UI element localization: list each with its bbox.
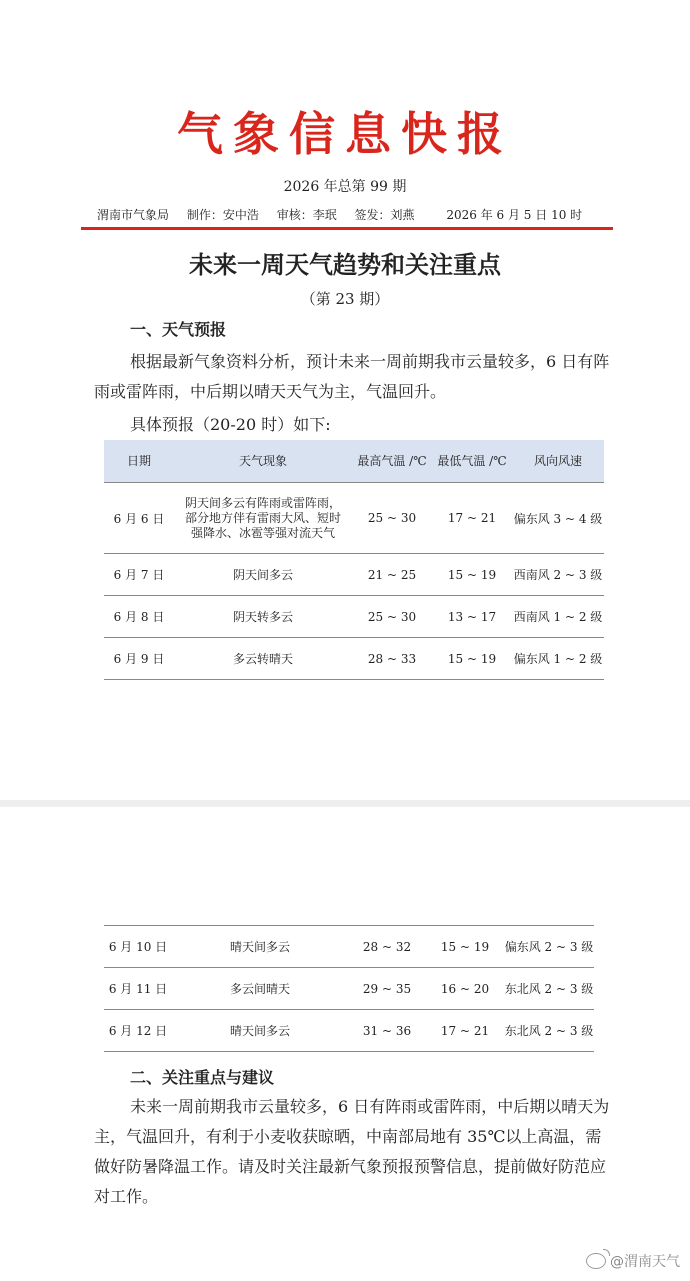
cell-wind: 西南风 2 ~ 3 级 — [512, 554, 604, 596]
forecast-intro-text: 具体预报（20-20 时）如下: — [130, 415, 331, 434]
cell-weather: 晴天间多云 — [172, 926, 348, 968]
cell-high: 25 ~ 30 — [352, 483, 432, 554]
cell-high: 28 ~ 32 — [348, 926, 426, 968]
cell-wind: 偏东风 2 ~ 3 级 — [504, 926, 594, 968]
advice-paragraph — [94, 1092, 614, 1212]
header-high: 最高气温 /℃ — [352, 440, 432, 483]
meta-reviewer: 审核：李珉 — [276, 208, 337, 222]
meta-issuer: 签发：刘燕 — [354, 208, 415, 222]
advice-text: 未来一周前期我市云量较多，6 日有阵雨或雷阵雨，中后期以晴天为主，气温回升，有利于小麦收获晾晒，中南部局地有 35℃以上高温，需做好防暑降温工作。请及时关注最新气象预报预警信息，提前做好防范应对工作。 — [94, 1097, 610, 1206]
document-page-2 — [0, 807, 690, 1281]
forecast-table-part1 — [104, 440, 604, 680]
cell-weather: 多云转晴天 — [174, 638, 352, 680]
red-divider — [81, 227, 613, 230]
cell-date: 6 月 6 日 — [104, 483, 174, 554]
cell-high: 25 ~ 30 — [352, 596, 432, 638]
cell-high: 28 ~ 33 — [352, 638, 432, 680]
header-wind: 风向风速 — [512, 440, 604, 483]
header-date: 日期 — [104, 440, 174, 483]
cell-weather: 多云间晴天 — [172, 968, 348, 1010]
page-separator — [0, 800, 690, 807]
cell-high: 31 ~ 36 — [348, 1010, 426, 1052]
header-low: 最低气温 /℃ — [432, 440, 512, 483]
cell-date: 6 月 12 日 — [104, 1010, 172, 1052]
cell-high: 21 ~ 25 — [352, 554, 432, 596]
table-row — [104, 1010, 594, 1052]
section-heading-advice: 二、关注重点与建议 — [130, 1068, 275, 1087]
cell-wind: 东北风 2 ~ 3 级 — [504, 1010, 594, 1052]
period-number: （第 23 期） — [300, 290, 390, 308]
table-row — [104, 554, 604, 596]
weibo-icon — [586, 1253, 606, 1269]
masthead-title: 气象信息快报 — [177, 107, 513, 161]
publication-meta — [97, 206, 617, 223]
cell-high: 29 ~ 35 — [348, 968, 426, 1010]
cell-wind: 偏东风 3 ~ 4 级 — [512, 483, 604, 554]
meta-maker: 制作：安中浩 — [186, 208, 259, 222]
cell-low: 15 ~ 19 — [426, 926, 504, 968]
meta-org: 渭南市气象局 — [97, 208, 170, 222]
cell-weather: 阴天间多云有阵雨或雷阵雨，部分地方伴有雷雨大风、短时强降水、冰雹等强对流天气 — [174, 483, 352, 554]
cell-weather: 阴天间多云 — [174, 554, 352, 596]
cell-low: 16 ~ 20 — [426, 968, 504, 1010]
cell-date: 6 月 8 日 — [104, 596, 174, 638]
forecast-table-part2 — [104, 925, 594, 1052]
table-row — [104, 926, 594, 968]
table-row — [104, 483, 604, 554]
weibo-watermark — [586, 1251, 680, 1271]
table-row — [104, 638, 604, 680]
cell-low: 15 ~ 19 — [432, 638, 512, 680]
cell-wind: 偏东风 1 ~ 2 级 — [512, 638, 604, 680]
issue-number: 2026 年总第 99 期 — [283, 179, 407, 195]
meta-date: 2026 年 6 月 5 日 10 时 — [446, 208, 583, 222]
cell-date: 6 月 9 日 — [104, 638, 174, 680]
cell-low: 15 ~ 19 — [432, 554, 512, 596]
cell-wind: 西南风 1 ~ 2 级 — [512, 596, 604, 638]
forecast-summary — [94, 347, 614, 407]
document-title: 未来一周天气趋势和关注重点 — [189, 251, 501, 279]
cell-date: 6 月 10 日 — [104, 926, 172, 968]
cell-date: 6 月 7 日 — [104, 554, 174, 596]
cell-low: 17 ~ 21 — [426, 1010, 504, 1052]
watermark-text: @渭南天气 — [610, 1254, 680, 1270]
cell-weather: 阴天转多云 — [174, 596, 352, 638]
table-row — [104, 968, 594, 1010]
forecast-intro — [94, 410, 614, 440]
cell-low: 17 ~ 21 — [432, 483, 512, 554]
table-header-row — [104, 440, 604, 483]
cell-weather: 晴天间多云 — [172, 1010, 348, 1052]
forecast-summary-text: 根据最新气象资料分析，预计未来一周前期我市云量较多，6 日有阵雨或雷阵雨，中后期以晴天天气为主，气温回升。 — [94, 352, 610, 401]
cell-wind: 东北风 2 ~ 3 级 — [504, 968, 594, 1010]
table-row — [104, 596, 604, 638]
cell-date: 6 月 11 日 — [104, 968, 172, 1010]
section-heading-forecast: 一、天气预报 — [130, 320, 227, 339]
cell-low: 13 ~ 17 — [432, 596, 512, 638]
header-weather: 天气现象 — [174, 440, 352, 483]
